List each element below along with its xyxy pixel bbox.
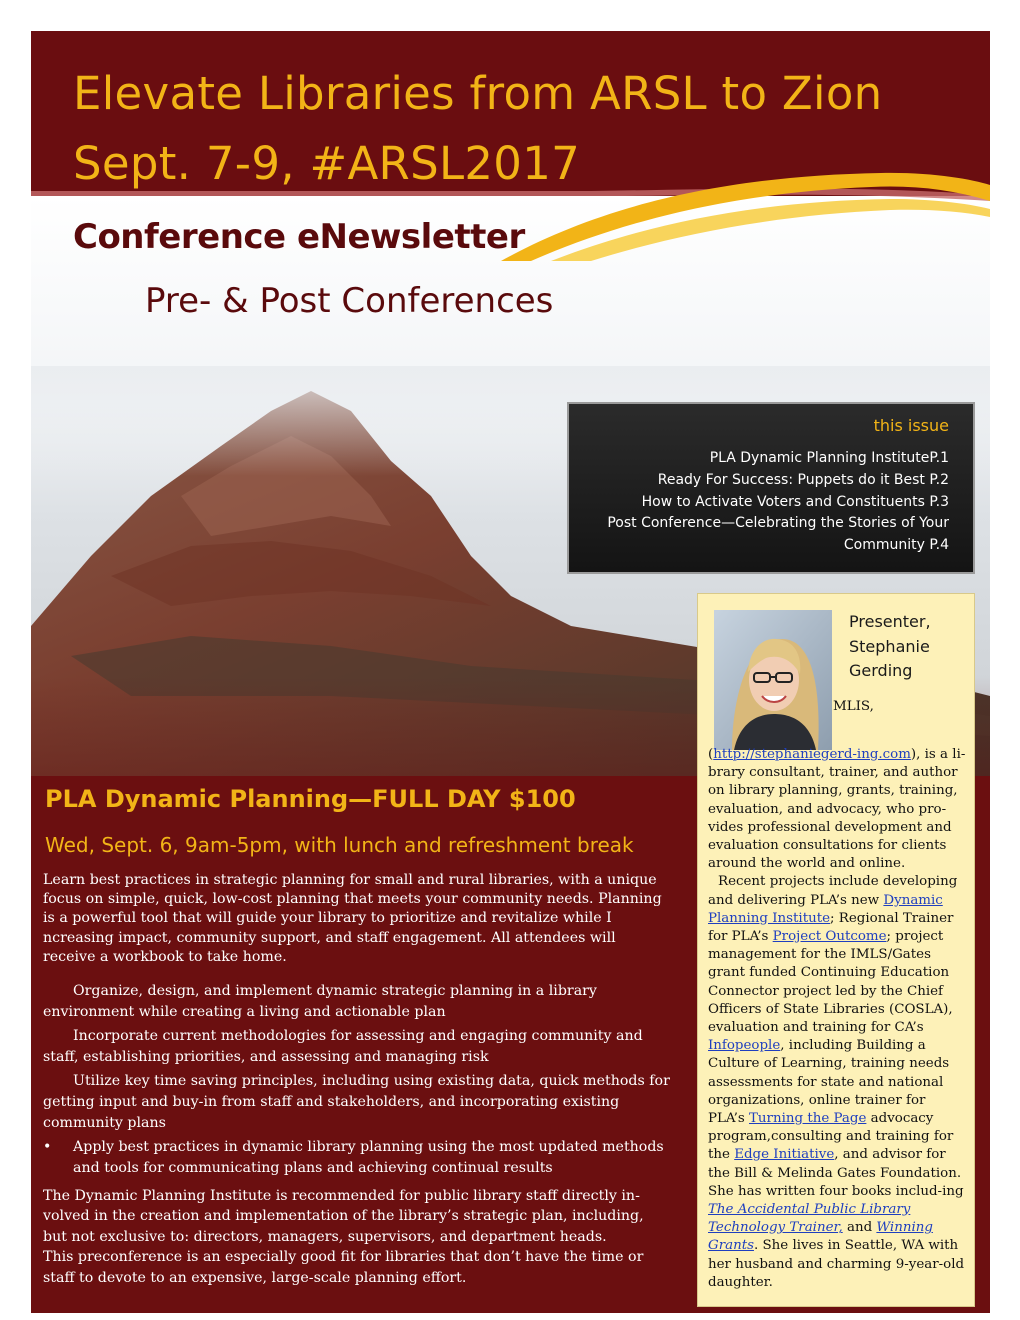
bio-text: , including Building a Culture of Learning, training needs assessments for state and national organizations, online trainer for PLA’s (708, 1038, 950, 1127)
bio-text: . She lives in Seattle, WA with her husband and charming 9-year-old daughter. (708, 1238, 965, 1290)
closing-paragraph: The Dynamic Planning Institute is recommended for public library staff directly in-volved in the creation and implementation of the library’s strategic plan, including, but not exclusive to: directors, managers, supervisors, and department heads. (43, 1188, 644, 1245)
list-item: • Incorporate current methodologies for assessing and engaging community and staff, establishing priorities, and assessing and managing risk (43, 1026, 671, 1068)
bio-text: Recent projects include developing and delivering PLA’s new (708, 874, 958, 908)
session-closing (43, 1186, 663, 1288)
bio-text: ), is a li-brary consultant, trainer, and author on library planning, grants, training, evaluation, and advocacy, who pro-vides professional development and evaluation consultations for clients around the world and online. (708, 747, 966, 872)
newsletter-subtitle: Pre- & Post Conferences (145, 281, 554, 321)
this-issue-heading: this issue (873, 416, 949, 435)
this-issue-list (589, 448, 949, 557)
turning-the-page-link[interactable]: Turning the Page (749, 1111, 867, 1127)
bio-photo-spacer (708, 698, 833, 746)
list-item: • Organize, design, and implement dynamic strategic planning in a library environment while creating a living and actionable plan (43, 981, 671, 1023)
newsletter-title: Conference eNewsletter (73, 217, 525, 257)
accidental-trainer-book-link[interactable]: The Accidental Public Library Technology Trainer, (708, 1202, 911, 1236)
issue-item[interactable]: PLA Dynamic Planning InstituteP.1 (709, 450, 949, 466)
list-item: • Utilize key time saving principles, including using existing data, quick methods for getting input and buy-in from staff and stakeholders, and incorporating existing community plans (43, 1071, 671, 1134)
issue-item[interactable]: Post Conference—Celebrating the Stories of Your Community P.4 (607, 515, 949, 554)
closing-paragraph: This preconference is an especially good fit for libraries that don’t have the time or staff to devote to an expensive, large-scale planning effort. (43, 1249, 644, 1286)
bio-text: ; Regional Trainer for PLA’s (708, 910, 954, 945)
session-title: PLA Dynamic Planning—FULL DAY $100 (45, 785, 576, 813)
dynamic-planning-institute-link[interactable]: Dynamic Planning Institute (708, 892, 943, 926)
list-item: • Apply best practices in dynamic library planning using the most updated methods and tools for communicating plans and achieving continual results (43, 1137, 671, 1179)
presenter-last-name: Gerding (849, 661, 913, 680)
presenter-label: Presenter, (849, 612, 931, 631)
bio-text: ; project management for the IMLS/Gates grant funded Continuing Education Connector project led by the Chief Officers of State Libraries (COSLA), evaluation and training for CA’s (708, 929, 953, 1036)
newsletter-banner-title (73, 59, 883, 199)
bio-text: MLIS, ( (708, 699, 874, 762)
bio-text: and (842, 1220, 877, 1236)
bio-text: advocacy program,consulting and training for the (708, 1111, 954, 1163)
presenter-sidebar (697, 593, 975, 1307)
session-bullet-list (43, 981, 671, 1182)
banner-title-line1: Elevate Libraries from ARSL to Zion (73, 67, 883, 120)
bio-text: , and advisor for the Bill & Melinda Gates Foundation. She has written four books includ-ing (708, 1147, 964, 1199)
presenter-first-name: Stephanie (849, 636, 930, 656)
edge-initiative-link[interactable]: Edge Initiative (734, 1147, 835, 1163)
newsletter-page (31, 31, 990, 1313)
infopeople-link[interactable]: Infopeople (708, 1038, 781, 1054)
issue-item[interactable]: Ready For Success: Puppets do it Best P.2 (657, 471, 949, 488)
winning-grants-book-link[interactable]: Winning Grants (708, 1220, 933, 1254)
bio-paragraph (708, 873, 966, 1292)
session-intro: Learn best practices in strategic planning for small and rural libraries, with a unique focus on simple, quick, low-cost planning that meets your community needs. Planning is a powerful tool that will guide your library to prioritize and revitalize while I ncreasing impact, community support, and staff engagement. All attendees will receive a workbook to take home. (43, 872, 662, 965)
banner-title-line2: Sept. 7-9, #ARSL2017 (73, 137, 581, 190)
presenter-bio (708, 698, 966, 1292)
project-outcome-link[interactable]: Project Outcome (772, 929, 887, 945)
session-schedule: Wed, Sept. 6, 9am-5pm, with lunch and refreshment break (45, 833, 634, 857)
presenter-name (849, 610, 969, 684)
presenter-website-link[interactable]: http://stephaniegerd-ing.com (713, 747, 911, 762)
this-issue-box (567, 402, 975, 574)
issue-item[interactable]: How to Activate Voters and Constituents P.3 (641, 493, 949, 510)
